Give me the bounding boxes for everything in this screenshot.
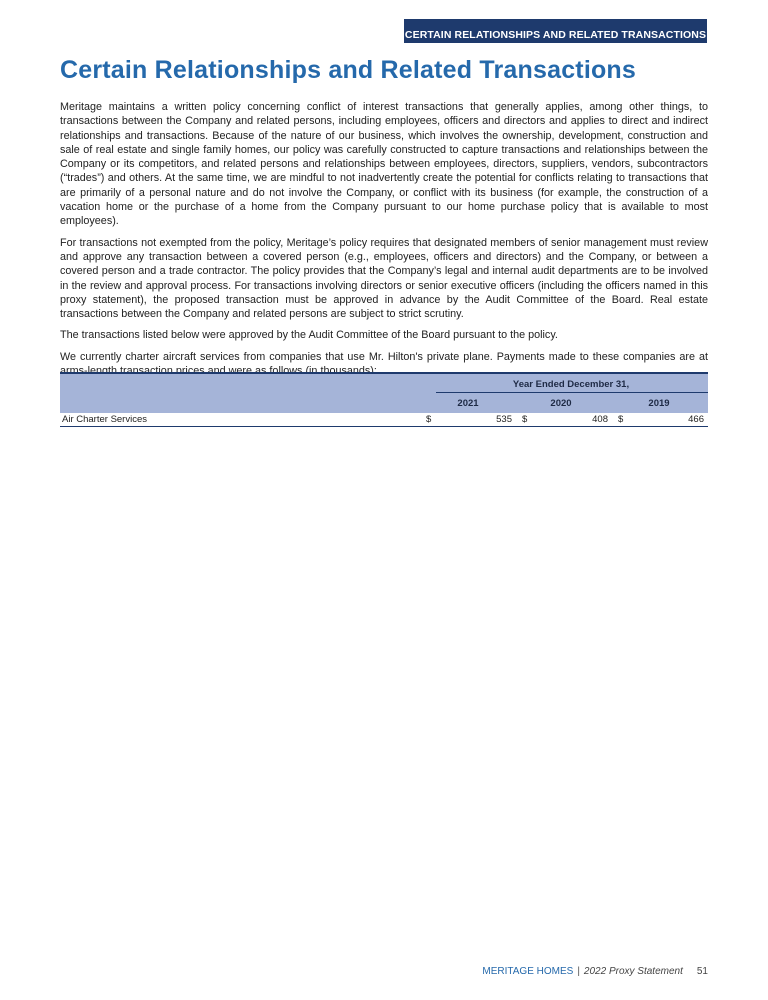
currency-2020: $ [522,414,528,425]
footer-company: MERITAGE HOMES [482,966,574,977]
table-group-header: Year Ended December 31, [512,379,630,390]
page-footer [482,966,708,977]
section-tab: CERTAIN RELATIONSHIPS AND RELATED TRANSACTIONS [404,19,707,43]
currency-2021: $ [426,414,432,425]
value-2020: 408 [592,414,608,425]
page-title: Certain Relationships and Related Transactions [60,56,637,84]
currency-2019: $ [618,414,624,425]
transactions-table [60,372,708,427]
year-2021-header: 2021 [457,398,479,409]
year-2020-header: 2020 [550,398,572,409]
header-divider [436,392,708,393]
paragraph-aircraft: We currently charter aircraft services from companies that use Mr. Hilton's private plane. Payments made to these companies are at [60,350,708,363]
paragraph-approval: For transactions not exempted from the policy, Meritage’s policy requires that designated members of senior management must review and approve any transaction between a covered person (e.g., employees, officers and directors) and the Company, or between a covered person and a trade contractor. The policy provides that the Company’s legal and internal audit departments are to be involved in the review and approval process. For transactions involving directors or senior executive officers (including the officers named in this proxy statement), the proposed transaction must be approved in advance by the Audit Committee of the Board. Real estate transactions between the Company and related persons are subject to strict scrutiny. [60,236,708,321]
footer-separator: | [577,966,580,977]
table-row [60,413,708,427]
table-header [60,372,708,413]
row-label: Air Charter Services [62,414,147,425]
value-2021: 535 [496,414,512,425]
paragraph-approved-transactions: The transactions listed below were approved by the Audit Committee of the Board pursuant to the policy. [60,329,558,342]
footer-document: 2022 Proxy Statement [583,966,683,977]
page-number: 51 [696,966,708,977]
body-text [60,100,708,385]
year-2019-header: 2019 [648,398,670,409]
paragraph-policy: Meritage maintains a written policy concerning conflict of interest transactions that generally applies, among other things, to transactions between the Company and related persons, including employees, officers and directors and applies to direct and indirect relationships and transactions. Because of the nature of our business, which involves the ownership, development, construction and sale of real estate and single family homes, our policy was carefully constructed to capture transactions and relationships between the Company or its competitors, and related persons and relationships between employees, directors, suppliers, vendors, subcontractors (“trades”) and others. At the same time, we are mindful to not inadvertently create the potential for conflicts relating to transactions that are primarily of a personal nature and do not involve the Company, or conflict with its business (for example, the construction of a vacation home or the purchase of a home from the Company pursuant to our home purchase policy that is available to most employees). [60,101,708,228]
value-2019: 466 [688,414,704,425]
